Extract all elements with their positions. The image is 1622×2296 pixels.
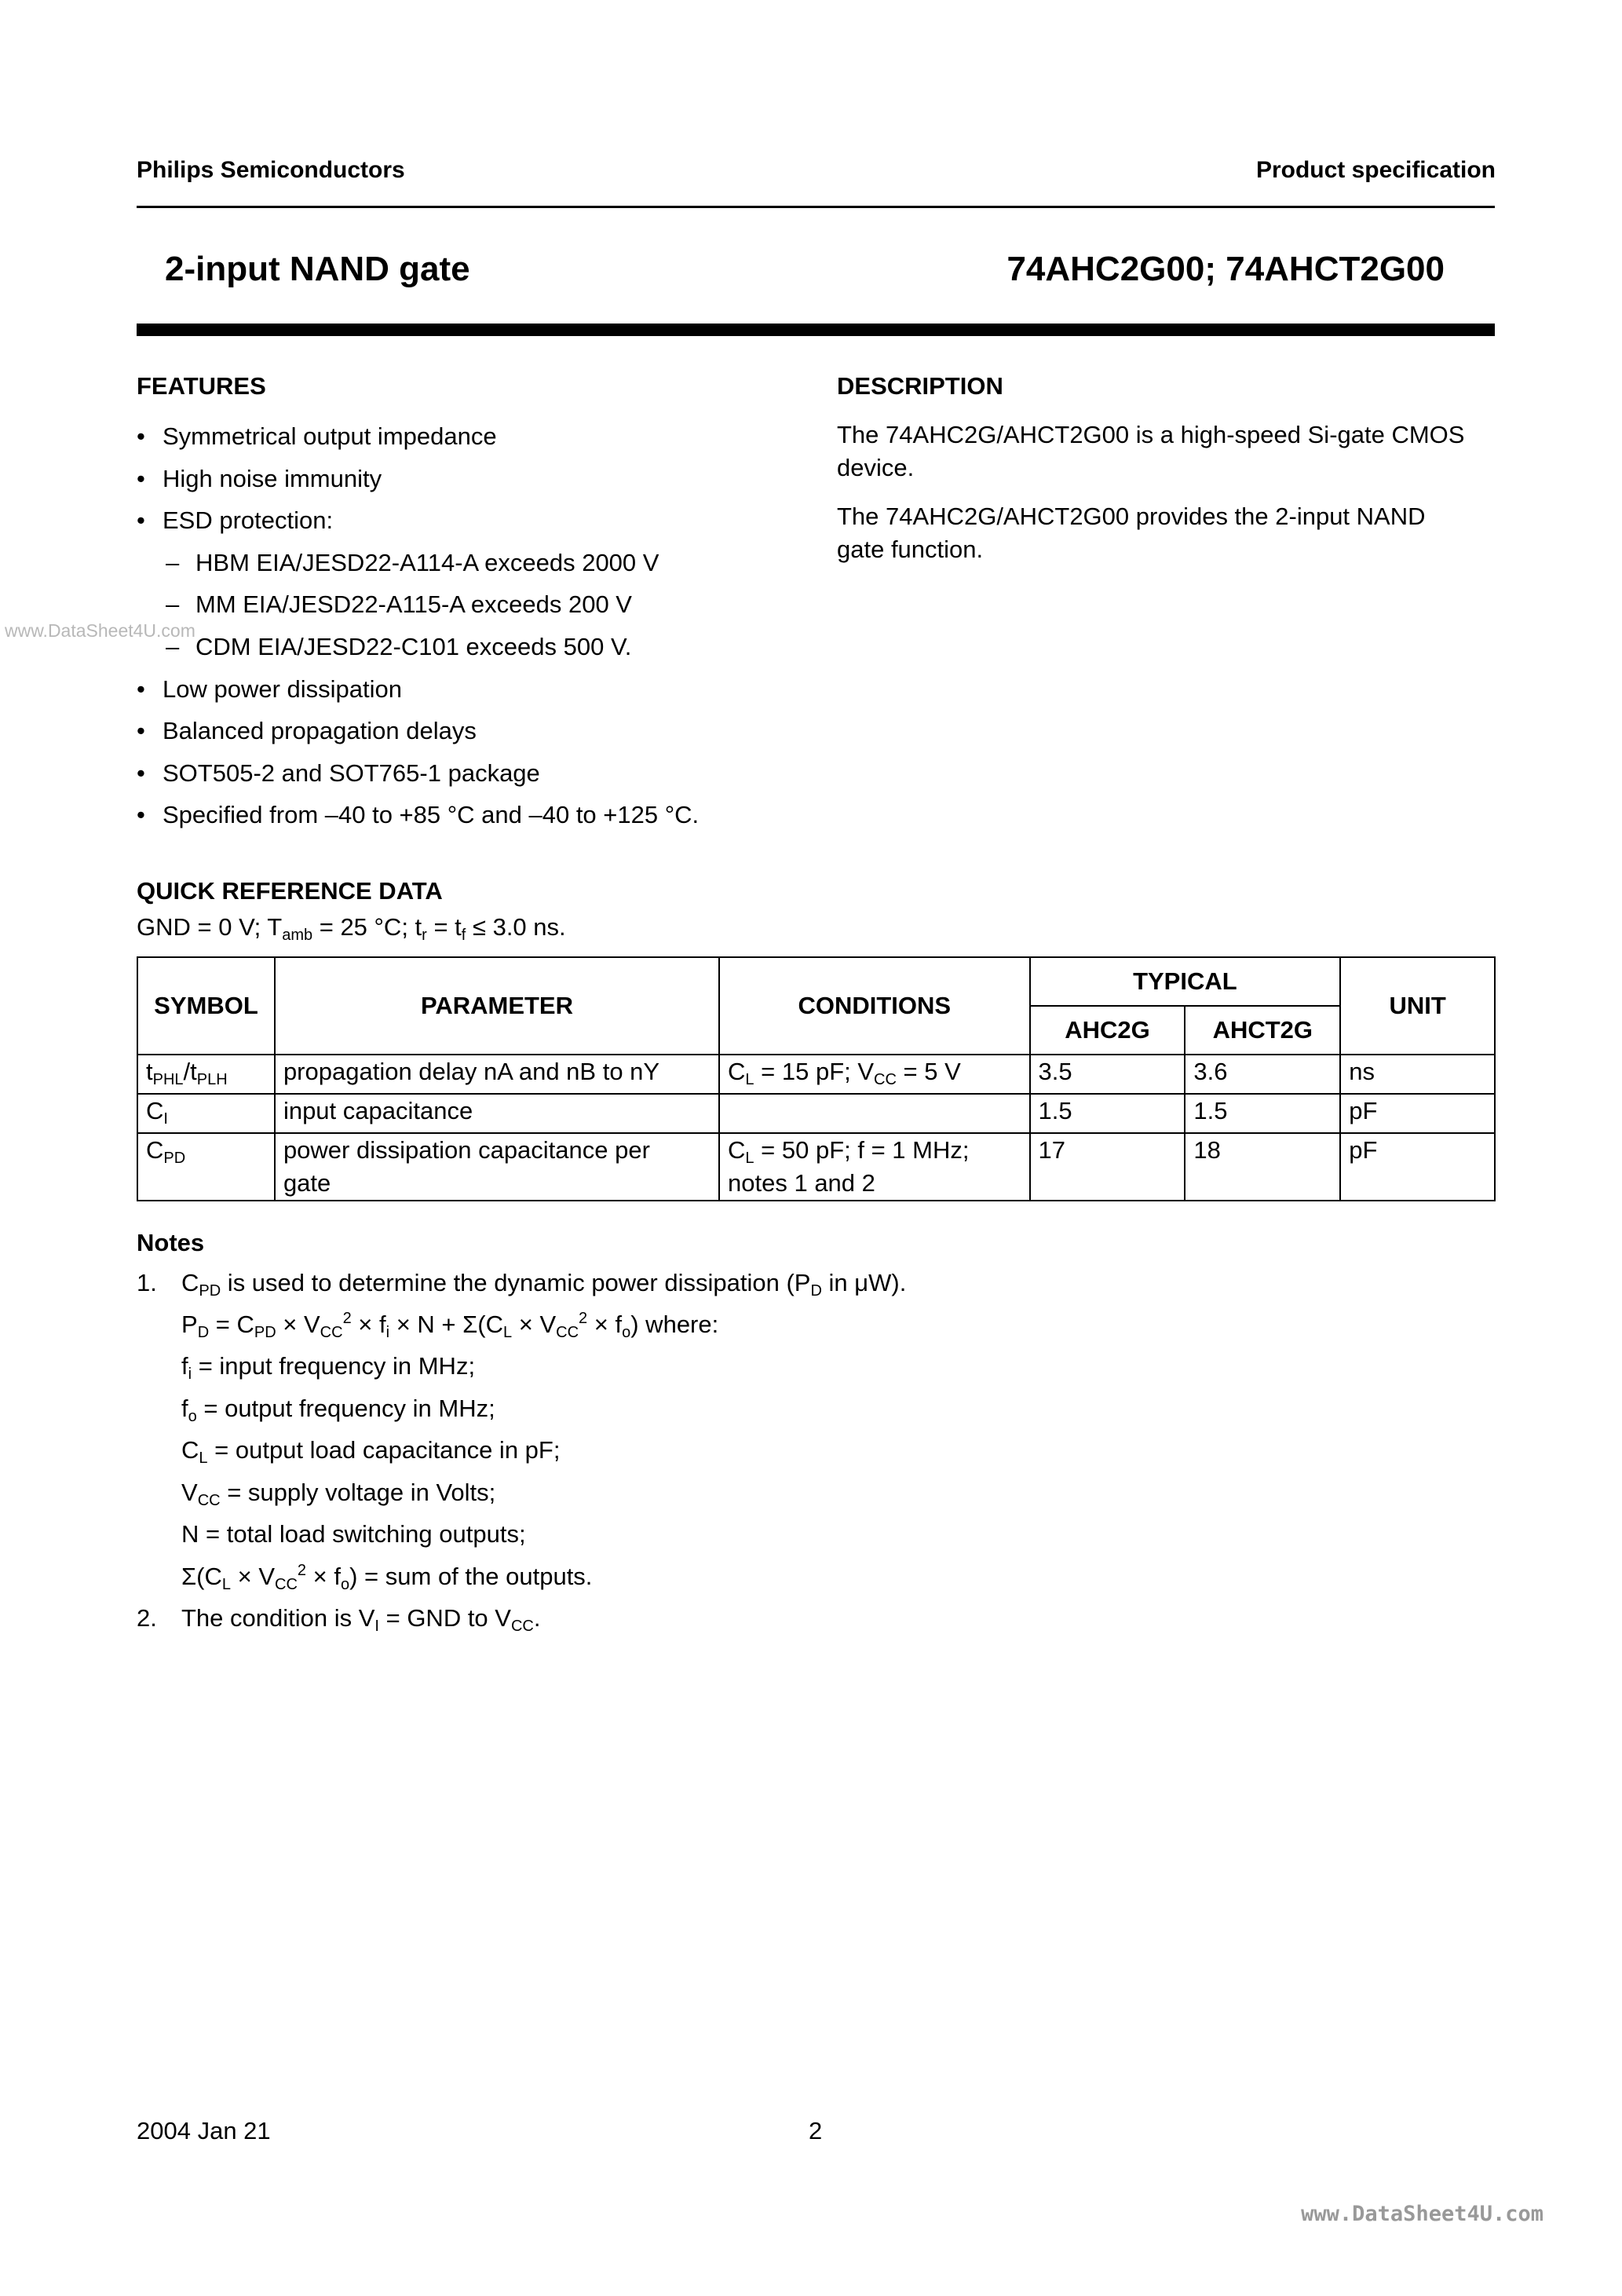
list-item: • Symmetrical output impedance — [137, 415, 699, 458]
note-sum: $\Sigma(C_L \times V_{CC}^2 \times f_o)$ = sum of the outputs. — [181, 1562, 593, 1593]
note-equation: $P_D = C_{PD} \times V_{CC}^2 \times f_i \times N + \Sigma(C_L \times V_{CC}^2 \times f_o)$ where: — [181, 1310, 719, 1341]
page-number: 2 — [809, 2117, 823, 2144]
note-2-number: 2. — [137, 1604, 157, 1632]
cell-unit: ns — [1340, 1055, 1495, 1094]
footer-date: 2004 Jan 21 — [137, 2117, 271, 2144]
cell-unit: pF — [1340, 1094, 1495, 1133]
note-1-text: $C_{PD}$ is used to determine the dynamic power dissipation ($P_D$ in μW). — [181, 1269, 907, 1300]
header-rule — [137, 206, 1495, 208]
col-parameter: PARAMETER — [275, 957, 719, 1055]
note-n: N = total load switching outputs; — [181, 1520, 526, 1548]
description-heading: DESCRIPTION — [837, 372, 1003, 400]
table-row — [137, 1094, 1495, 1133]
col-conditions: CONDITIONS — [719, 957, 1030, 1055]
list-item: • SOT505-2 and SOT765-1 package — [137, 752, 699, 795]
cell-parameter: input capacitance — [275, 1094, 719, 1133]
cell-unit: pF — [1340, 1133, 1495, 1201]
note-2-text: The condition is $V_I$ = GND to $V_{CC}$. — [181, 1604, 541, 1635]
part-numbers: 74AHC2G00; 74AHCT2G00 — [1006, 250, 1445, 288]
cell-ahc2g: 17 — [1030, 1133, 1185, 1201]
title-rule — [137, 324, 1495, 336]
cell-symbol: $t_{PHL}/t_{PLH}$ — [137, 1055, 275, 1094]
cell-symbol: $C_I$ — [137, 1094, 275, 1133]
qrd-conditions: GND = 0 V; $T_{amb} = 25$ °C; $t_r = t_f \le 3.0$ ns. — [137, 913, 566, 944]
col-unit: UNIT — [1340, 957, 1495, 1055]
cell-ahc2g: 1.5 — [1030, 1094, 1185, 1133]
col-ahct2g: AHCT2G — [1185, 1006, 1340, 1055]
cell-parameter: propagation delay nA and nB to nY — [275, 1055, 719, 1094]
list-item: – CDM EIA/JESD22-C101 exceeds 500 V. — [137, 626, 699, 668]
col-symbol: SYMBOL — [137, 957, 275, 1055]
page-title: 2-input NAND gate — [165, 250, 470, 288]
cell-ahct2g: 3.6 — [1185, 1055, 1340, 1094]
cell-ahc2g: 3.5 — [1030, 1055, 1185, 1094]
watermark-bottom: www.DataSheet4U.com — [1301, 2202, 1543, 2226]
cell-conditions: $C_L = 50$ pF; f = 1 MHz; notes 1 and 2 — [719, 1133, 1030, 1201]
list-item: • ESD protection: — [137, 499, 699, 542]
description-para2-line1: The 74AHC2G/AHCT2G00 provides the 2-input NAND — [837, 503, 1426, 530]
features-list — [137, 415, 699, 836]
cell-conditions: $C_L = 15$ pF; $V_{CC} = 5$ V — [719, 1055, 1030, 1094]
list-item: • Specified from –40 to +85 °C and –40 to +125 °C. — [137, 794, 699, 836]
list-item: • Low power dissipation — [137, 668, 699, 711]
list-item: • Balanced propagation delays — [137, 710, 699, 752]
cell-conditions — [719, 1094, 1030, 1133]
note-vcc: $V_{CC}$ = supply voltage in Volts; — [181, 1479, 496, 1509]
table-row — [137, 1133, 1495, 1201]
cell-ahct2g: 18 — [1185, 1133, 1340, 1201]
cell-symbol: $C_{PD}$ — [137, 1133, 275, 1201]
list-item: • High noise immunity — [137, 458, 699, 500]
col-ahc2g: AHC2G — [1030, 1006, 1185, 1055]
list-item: – MM EIA/JESD22-A115-A exceeds 200 V — [137, 583, 699, 626]
table-row — [137, 1055, 1495, 1094]
quick-reference-table — [137, 956, 1496, 1201]
qrd-heading: QUICK REFERENCE DATA — [137, 877, 443, 905]
list-item: – HBM EIA/JESD22-A114-A exceeds 2000 V — [137, 542, 699, 584]
description-para2 — [837, 500, 1426, 566]
description-para1-line2: device. — [837, 454, 915, 481]
col-typical: TYPICAL — [1030, 957, 1341, 1006]
description-para2-line2: gate function. — [837, 536, 984, 563]
note-cl: $C_L$ = output load capacitance in pF; — [181, 1436, 561, 1467]
notes-heading: Notes — [137, 1229, 205, 1256]
note-fi: $f_i$ = input frequency in MHz; — [181, 1352, 476, 1383]
description-para1 — [837, 419, 1464, 484]
company-name: Philips Semiconductors — [137, 157, 405, 183]
doc-type: Product specification — [1255, 157, 1496, 183]
note-fo: $f_o$ = output frequency in MHz; — [181, 1395, 495, 1425]
cell-ahct2g: 1.5 — [1185, 1094, 1340, 1133]
features-heading: FEATURES — [137, 372, 266, 400]
description-para1-line1: The 74AHC2G/AHCT2G00 is a high-speed Si-gate CMOS — [837, 421, 1465, 448]
note-1-number: 1. — [137, 1269, 157, 1296]
cell-parameter: power dissipation capacitance per gate — [275, 1133, 719, 1201]
watermark-left: www.DataSheet4U.com — [5, 620, 195, 641]
